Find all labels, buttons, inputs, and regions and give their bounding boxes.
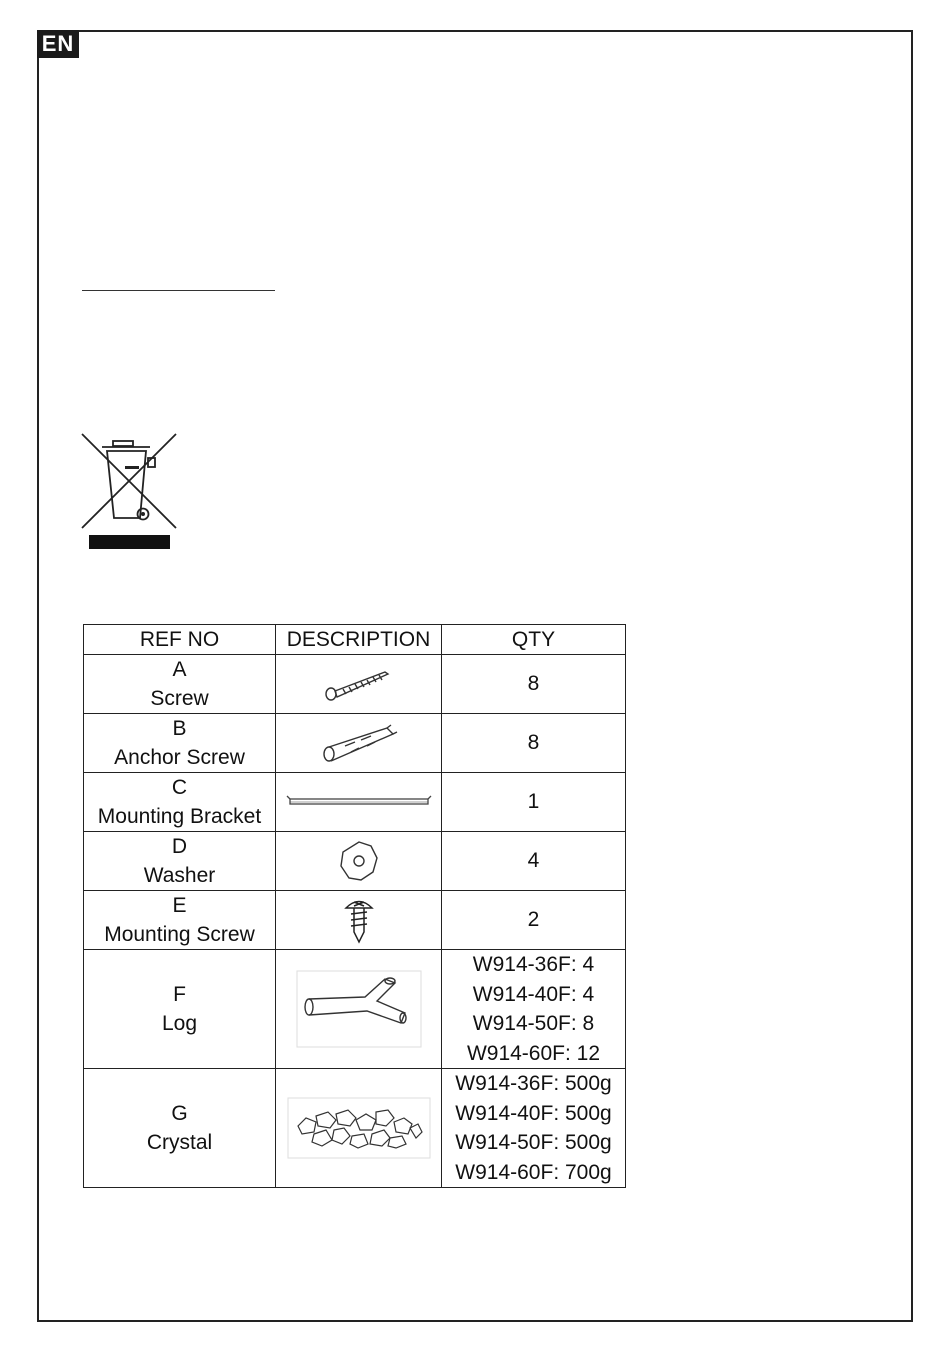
qty-value: 8 [527,731,540,755]
parts-table [83,624,626,1188]
qty-value: W914-50F: 8 [472,1012,595,1035]
ref-cell [84,891,276,950]
header-description: DESCRIPTION [276,625,442,655]
part-name: Screw [150,687,209,710]
washer-icon [331,834,387,888]
qty-cell [442,832,626,891]
qty-cell [442,891,626,950]
qty-value: W914-60F: 700g [455,1160,612,1184]
qty-value: W914-40F: 4 [472,982,595,1006]
mounting-screw-icon [339,894,379,946]
qty-value: W914-50F: 500g [455,1131,612,1154]
ref-letter: F [173,983,186,1006]
description-cell [276,714,442,773]
weee-crossed-bin-icon [80,432,180,552]
part-name: Log [161,1012,198,1035]
table-row [84,891,626,950]
description-cell [276,832,442,891]
table-row [84,655,626,714]
part-name: Anchor Screw [114,746,245,769]
ref-letter: B [172,717,187,740]
crystal-icon [286,1096,432,1160]
qty-value: W914-40F: 500g [455,1101,612,1125]
ref-cell [84,950,276,1069]
screw-icon [319,662,399,706]
qty-value: 4 [527,849,540,873]
qty-value: W914-36F: 4 [472,953,595,976]
qty-cell [442,714,626,773]
table-row [84,832,626,891]
description-cell [276,1069,442,1188]
qty-cell [442,1069,626,1188]
section-rule [82,290,275,291]
description-cell [276,655,442,714]
ref-letter: C [171,776,188,799]
table-row [84,714,626,773]
log-icon [295,969,423,1049]
part-name: Washer [143,864,216,887]
qty-value: 8 [527,672,540,696]
qty-cell [442,773,626,832]
description-cell [276,891,442,950]
part-name: Mounting Bracket [97,805,262,828]
table-header-row [84,625,626,655]
ref-cell [84,714,276,773]
header-ref-no: REF NO [84,625,276,655]
header-qty: QTY [442,625,626,655]
table-row [84,773,626,832]
ref-cell [84,832,276,891]
table-row [84,1069,626,1188]
ref-cell [84,655,276,714]
qty-value: W914-36F: 500g [455,1072,612,1095]
part-name: Mounting Screw [104,923,255,946]
table-row [84,950,626,1069]
ref-cell [84,773,276,832]
anchor-screw-icon [317,720,401,766]
qty-cell [442,950,626,1069]
ref-cell [84,1069,276,1188]
mounting-bracket-icon [284,792,434,812]
qty-value: 1 [527,790,540,814]
qty-value: 2 [527,908,540,932]
ref-letter: A [172,658,187,681]
language-tag: EN [37,30,79,58]
qty-cell [442,655,626,714]
qty-value: W914-60F: 12 [466,1041,601,1065]
ref-letter: D [171,835,188,858]
ref-letter: E [172,894,187,917]
description-cell [276,950,442,1069]
ref-letter: G [171,1102,188,1125]
part-name: Crystal [146,1131,213,1154]
description-cell [276,773,442,832]
